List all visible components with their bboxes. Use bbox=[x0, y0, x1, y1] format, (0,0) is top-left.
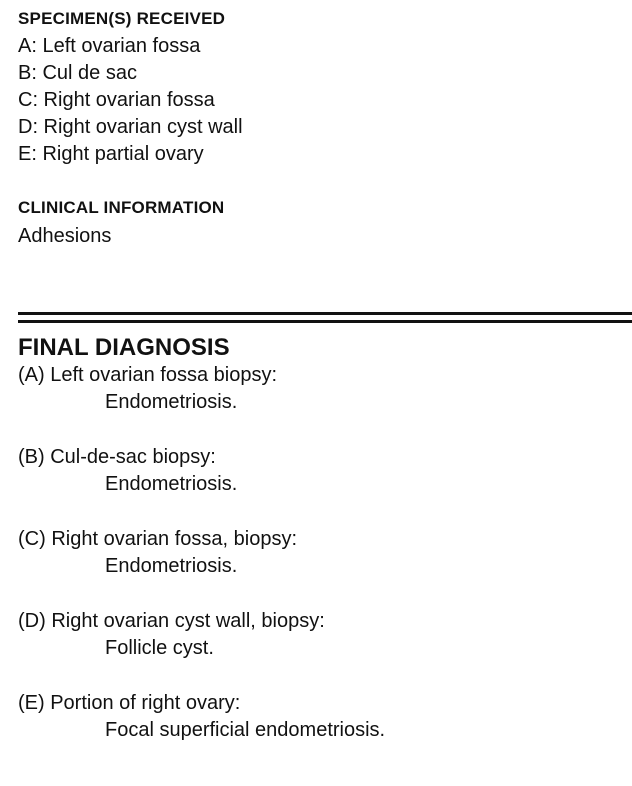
diagnosis-entry-d bbox=[18, 608, 385, 662]
diagnosis-entry-a bbox=[18, 362, 385, 416]
diagnosis-result: Endometriosis. bbox=[105, 391, 238, 413]
section-divider-bottom bbox=[18, 320, 632, 323]
entry-spacer bbox=[18, 662, 385, 690]
specimen-item: B: Cul de sac bbox=[18, 62, 137, 84]
entry-spacer bbox=[18, 416, 385, 444]
diagnosis-title: (A) Left ovarian fossa biopsy: bbox=[18, 364, 278, 386]
entry-spacer bbox=[18, 580, 385, 608]
diagnosis-title: (E) Portion of right ovary: bbox=[18, 692, 241, 714]
diagnosis-result: Follicle cyst. bbox=[105, 637, 214, 659]
diagnosis-entry-e bbox=[18, 690, 385, 744]
diagnosis-result: Endometriosis. bbox=[105, 473, 238, 495]
pathology-report bbox=[18, 0, 632, 786]
specimens-heading: SPECIMEN(S) RECEIVED bbox=[18, 9, 226, 28]
clinical-text: Adhesions bbox=[18, 225, 112, 247]
specimen-item: A: Left ovarian fossa bbox=[18, 35, 201, 57]
specimen-item: C: Right ovarian fossa bbox=[18, 89, 215, 111]
final-diagnosis-heading: FINAL DIAGNOSIS bbox=[18, 334, 230, 361]
final-diagnosis-section bbox=[18, 334, 385, 744]
entry-spacer bbox=[18, 498, 385, 526]
diagnosis-result: Focal superficial endometriosis. bbox=[105, 719, 386, 741]
clinical-information-section bbox=[18, 198, 224, 250]
diagnosis-result: Endometriosis. bbox=[105, 555, 238, 577]
diagnosis-entry-b bbox=[18, 444, 385, 498]
clinical-heading: CLINICAL INFORMATION bbox=[18, 198, 225, 217]
section-divider-top bbox=[18, 312, 632, 315]
specimen-item: E: Right partial ovary bbox=[18, 143, 204, 165]
specimens-section bbox=[18, 9, 243, 168]
diagnosis-title: (B) Cul-de-sac biopsy: bbox=[18, 446, 216, 468]
diagnosis-title: (C) Right ovarian fossa, biopsy: bbox=[18, 528, 298, 550]
diagnosis-title: (D) Right ovarian cyst wall, biopsy: bbox=[18, 610, 325, 632]
diagnosis-entry-c bbox=[18, 526, 385, 580]
specimen-item: D: Right ovarian cyst wall bbox=[18, 116, 243, 138]
